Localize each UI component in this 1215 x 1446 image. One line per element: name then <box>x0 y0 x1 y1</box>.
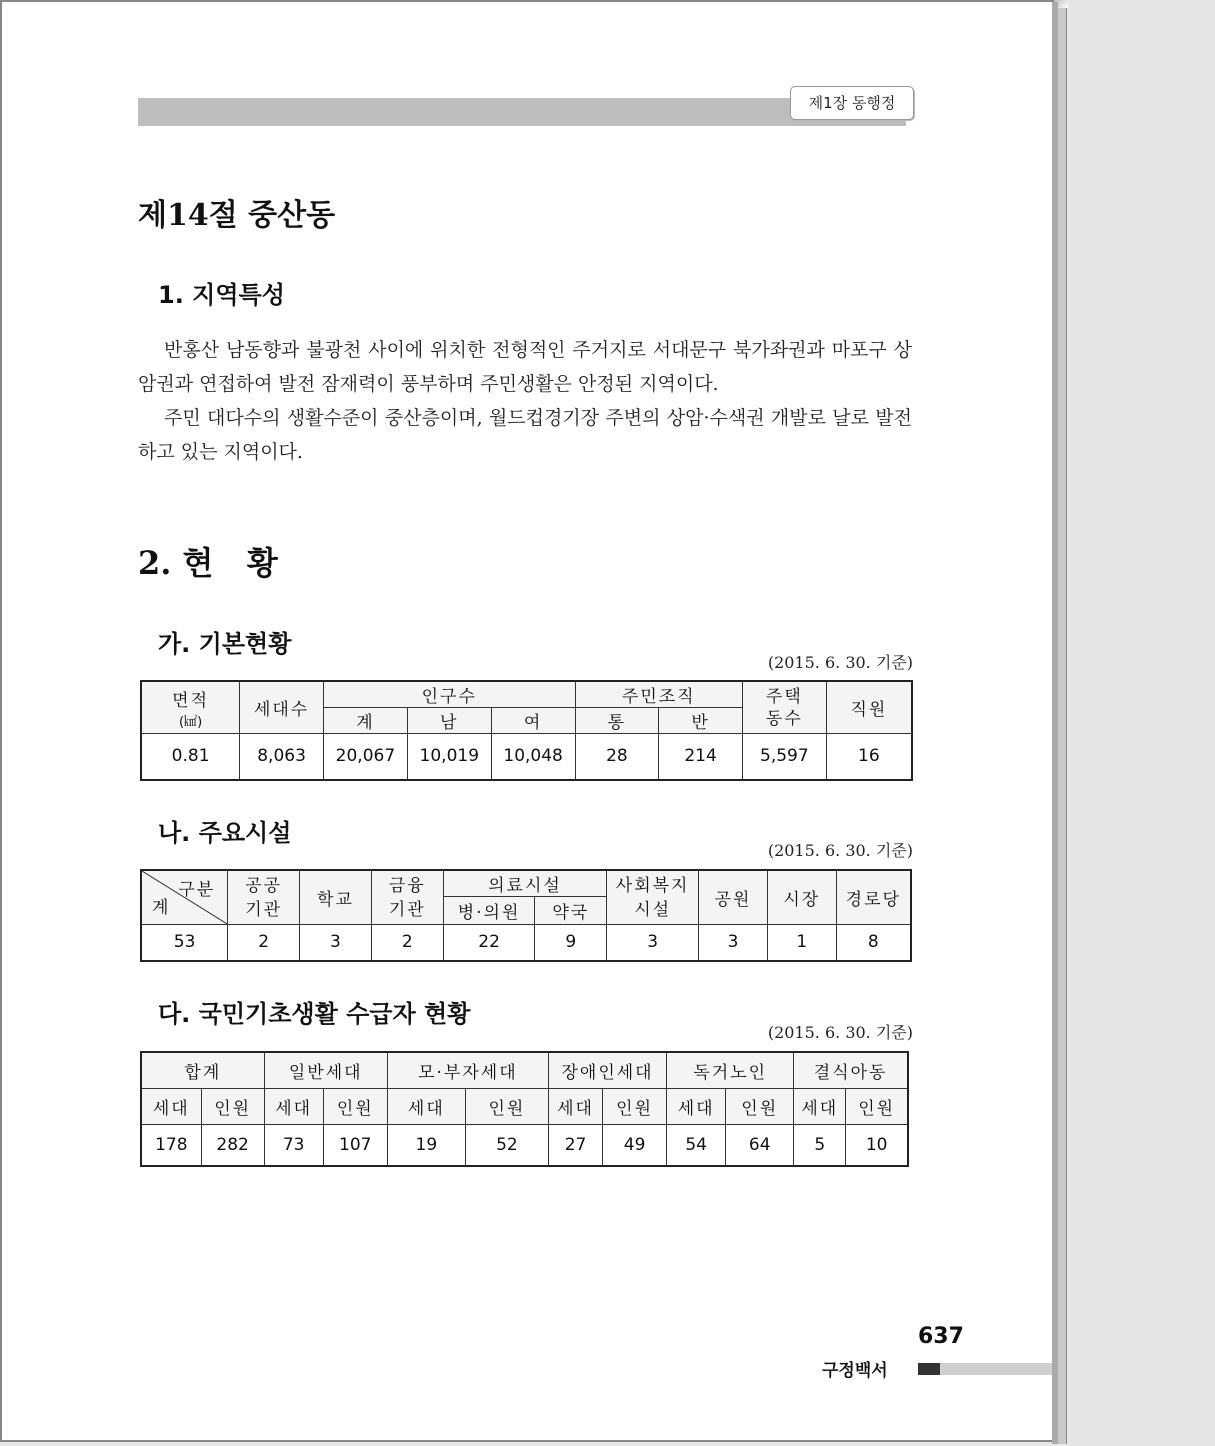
table-cell: 214 <box>659 734 743 780</box>
col-park: 공원 <box>699 870 768 925</box>
group-meal-children: 결식아동 <box>794 1052 908 1088</box>
paragraph: 주민 대다수의 생활수준이 중산층이며, 월드컵경기장 주변의 상암·수색권 개발로 날로 발전하고 있는 지역이다. <box>138 407 912 463</box>
col-pop-male: 남 <box>407 708 491 734</box>
group-general: 일반세대 <box>264 1052 387 1088</box>
table-cell: 54 <box>667 1124 726 1166</box>
col-senior: 경로당 <box>836 870 911 925</box>
area-unit: (㎢) <box>179 714 203 730</box>
table-cell: 5,597 <box>742 734 826 780</box>
table-cell: 27 <box>548 1124 602 1166</box>
table-cell: 1 <box>767 925 836 961</box>
table-cell: 107 <box>323 1124 387 1166</box>
table-cell: 8 <box>836 925 911 961</box>
table-row <box>141 1124 908 1166</box>
welfare-label: 사회복지시설 <box>615 875 690 920</box>
sub-households: 세대 <box>387 1088 465 1124</box>
col-ban: 반 <box>659 708 743 734</box>
table-cell: 178 <box>141 1124 201 1166</box>
col-finance <box>371 870 443 925</box>
sub-persons: 인원 <box>465 1088 548 1124</box>
recipients-date: (2015. 6. 30. 기준) <box>767 1023 913 1042</box>
sub-persons: 인원 <box>726 1088 794 1124</box>
sub-persons: 인원 <box>846 1088 908 1124</box>
col-households: 세대수 <box>240 681 324 734</box>
sub-households: 세대 <box>548 1088 602 1124</box>
table-cell: 5 <box>794 1124 846 1166</box>
group-single-parent: 모·부자세대 <box>387 1052 548 1088</box>
category-label: 구분 <box>178 880 216 900</box>
table-cell: 0.81 <box>141 734 240 780</box>
col-medical: 의료시설 <box>443 870 606 897</box>
table-cell: 3 <box>300 925 372 961</box>
chapter-tab: 제1장 동행정 <box>790 86 914 120</box>
basic-title: 가. 기본현황 <box>158 630 292 658</box>
sub-households: 세대 <box>794 1088 846 1124</box>
table-cell: 22 <box>443 925 535 961</box>
col-pop-female: 여 <box>491 708 575 734</box>
table-row <box>141 734 912 780</box>
table-cell: 10,048 <box>491 734 575 780</box>
col-school: 학교 <box>300 870 372 925</box>
table-cell: 8,063 <box>240 734 324 780</box>
table-cell: 282 <box>201 1124 264 1166</box>
col-population: 인구수 <box>323 681 575 708</box>
col-pop-total: 계 <box>323 708 407 734</box>
basic-table <box>140 680 913 781</box>
col-hospital: 병·의원 <box>443 897 535 925</box>
sub-households: 세대 <box>141 1088 201 1124</box>
facilities-date: (2015. 6. 30. 기준) <box>767 841 913 860</box>
table-row <box>141 925 911 961</box>
sub-persons: 인원 <box>323 1088 387 1124</box>
table-cell: 20,067 <box>323 734 407 780</box>
table-cell: 3 <box>699 925 768 961</box>
col-market: 시장 <box>767 870 836 925</box>
public-label: 공공기관 <box>245 875 283 920</box>
finance-label: 금융기관 <box>388 875 426 920</box>
table-cell: 10 <box>846 1124 908 1166</box>
area-label: 면적 <box>172 690 210 711</box>
table-cell: 2 <box>228 925 300 961</box>
col-org: 주민조직 <box>575 681 742 708</box>
facilities-table <box>140 869 912 962</box>
total-label: 계 <box>152 898 171 918</box>
status-title: 2. 현 황 <box>138 544 278 582</box>
region-title: 1. 지역특성 <box>158 281 285 309</box>
housing-label: 주택동수 <box>765 686 803 729</box>
group-total: 합계 <box>141 1052 264 1088</box>
table-cell: 2 <box>371 925 443 961</box>
page-stack-edge <box>1058 8 1067 1444</box>
region-text <box>138 333 912 469</box>
table-cell: 52 <box>465 1124 548 1166</box>
section-title: 제14절 중산동 <box>138 198 336 233</box>
col-housing <box>742 681 826 734</box>
footer-block <box>918 1363 940 1375</box>
col-pharmacy: 약국 <box>535 897 607 925</box>
table-cell: 28 <box>575 734 659 780</box>
table-cell: 16 <box>826 734 912 780</box>
page-number: 637 <box>918 1324 964 1349</box>
col-staff: 직원 <box>826 681 912 734</box>
table-cell: 49 <box>603 1124 667 1166</box>
table-cell: 3 <box>607 925 699 961</box>
paragraph: 반홍산 남동향과 불광천 사이에 위치한 전형적인 주거지로 서대문구 북가좌권과 마포구 상암권과 연접하여 발전 잠재력이 풍부하며 주민생활은 안정된 지역이다. <box>138 339 912 395</box>
table-cell: 64 <box>726 1124 794 1166</box>
col-category <box>141 870 228 925</box>
table-cell: 53 <box>141 925 228 961</box>
recipients-table <box>140 1051 909 1167</box>
sub-persons: 인원 <box>603 1088 667 1124</box>
recipients-title: 다. 국민기초생활 수급자 현황 <box>158 1000 471 1028</box>
group-elderly-alone: 독거노인 <box>667 1052 794 1088</box>
col-area <box>141 681 240 734</box>
book-title: 구정백서 <box>822 1361 888 1381</box>
table-cell: 10,019 <box>407 734 491 780</box>
col-public <box>228 870 300 925</box>
group-disabled: 장애인세대 <box>548 1052 666 1088</box>
col-welfare <box>607 870 699 925</box>
sub-persons: 인원 <box>201 1088 264 1124</box>
table-cell: 9 <box>535 925 607 961</box>
col-tong: 통 <box>575 708 659 734</box>
table-cell: 73 <box>264 1124 323 1166</box>
facilities-title: 나. 주요시설 <box>158 819 292 847</box>
sub-households: 세대 <box>264 1088 323 1124</box>
table-cell: 19 <box>387 1124 465 1166</box>
basic-date: (2015. 6. 30. 기준) <box>767 653 913 672</box>
sub-households: 세대 <box>667 1088 726 1124</box>
